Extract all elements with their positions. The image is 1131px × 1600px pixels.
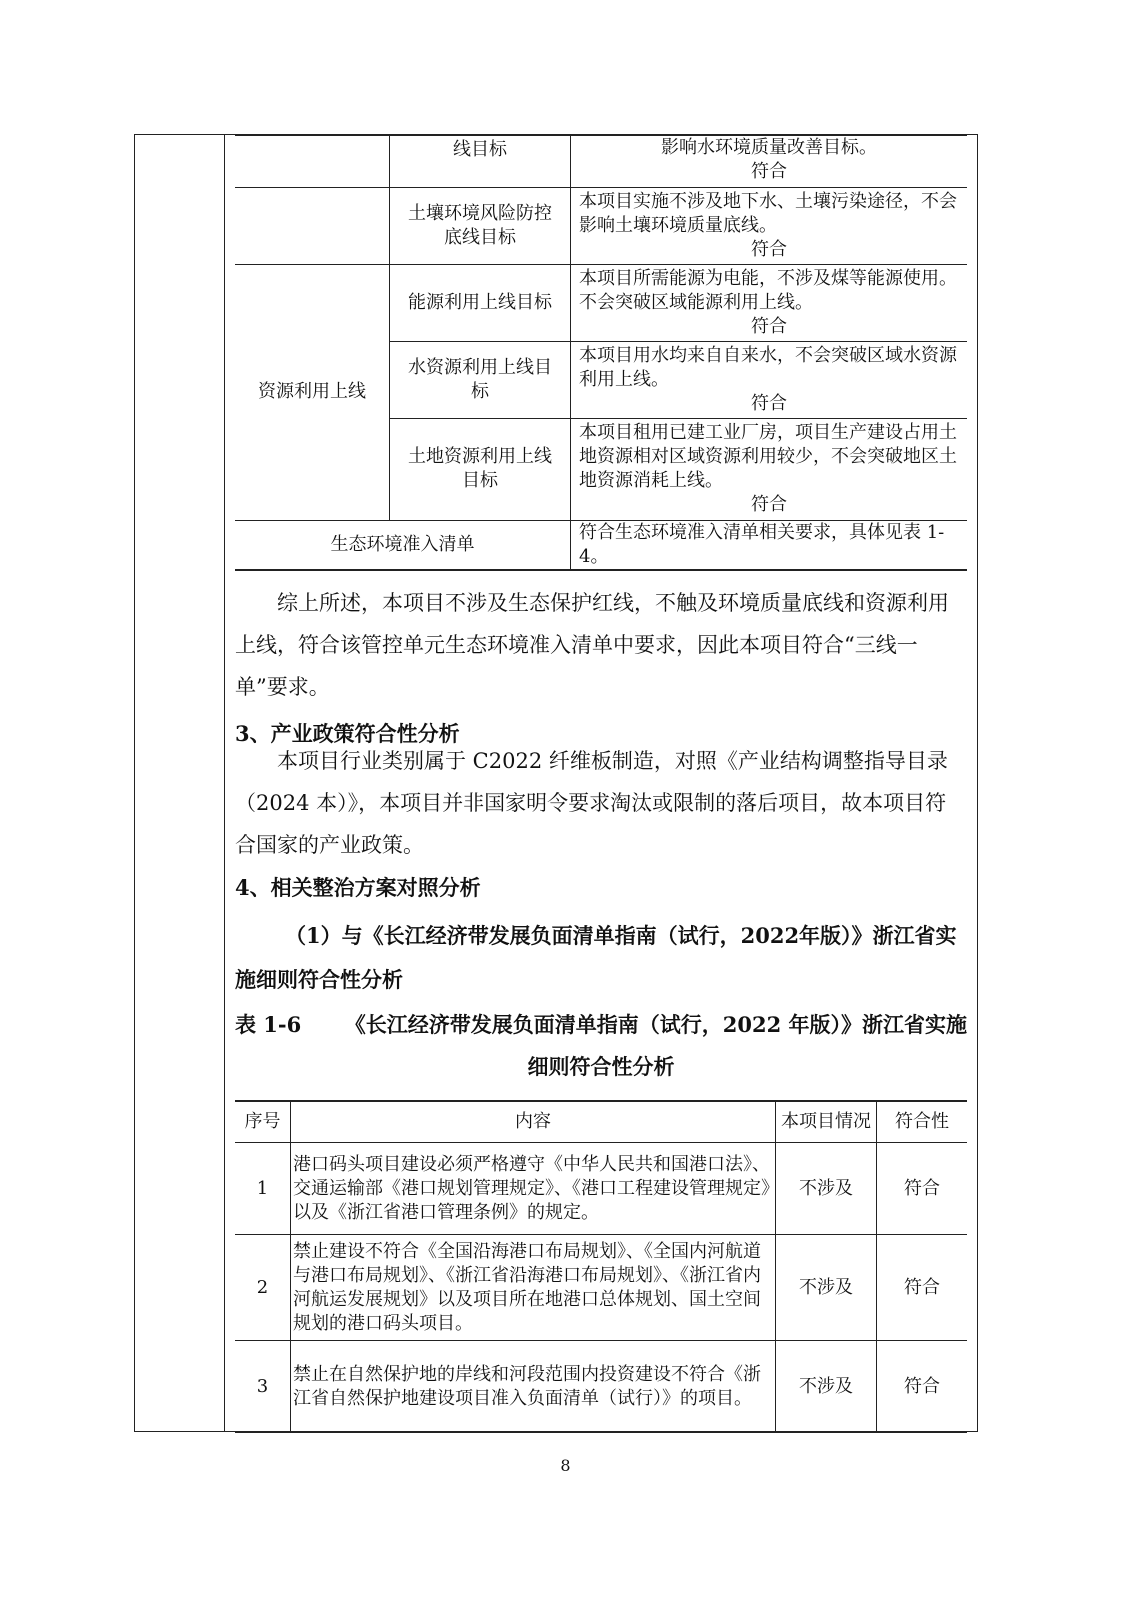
content-cell <box>571 264 968 341</box>
row-number: 3 <box>235 1341 291 1433</box>
table-row <box>235 1235 967 1341</box>
header-cell: 符合性 <box>877 1101 968 1143</box>
content-text: 本项目所需能源为电能，不涉及煤等能源使用。不会突破区域能源利用上线。 <box>579 267 957 313</box>
row-content: 港口码头项目建设必须严格遵守《中华人民共和国港口法》、交通运输部《港口规划管理规定》、《港口工程建设管理规定》以及《浙江省港口管理条例》的规定。 <box>291 1143 776 1235</box>
industry-paragraph: 本项目行业类别属于 C2022 纤维板制造，对照《产业结构调整指导目录（2024 本）》，本项目并非国家明令要求淘汰或限制的落后项目，故本项目符合国家的产业政策。 <box>235 749 948 857</box>
table-row <box>235 1143 967 1235</box>
row-content: 禁止建设不符合《全国沿海港口布局规划》、《全国内河航道与港口布局规划》、《浙江省沿海港口布局规划》、《浙江省内河航运发展规划》以及项目所在地港口总体规划、国土空间规划的港口码头项目。 <box>291 1235 776 1341</box>
header-cell: 序号 <box>235 1101 291 1143</box>
caption-title-2: 细则符合性分析 <box>527 1054 675 1079</box>
row-result: 符合 <box>877 1341 968 1433</box>
header-cell: 本项目情况 <box>776 1101 877 1143</box>
frame-divider <box>224 134 225 1432</box>
eco-list-text: 符合生态环境准入清单相关要求，具体见表 1-4。 <box>571 520 968 570</box>
row-number: 1 <box>235 1143 291 1235</box>
row-status: 不涉及 <box>776 1143 877 1235</box>
caption-line-1 <box>235 1004 967 1046</box>
target-cell: 线目标 <box>390 135 571 187</box>
row-result: 符合 <box>877 1143 968 1235</box>
row-status: 不涉及 <box>776 1235 877 1341</box>
row-content: 禁止在自然保护地的岸线和河段范围内投资建设不符合《浙江省自然保护地建设项目准入负面清单（试行）》的项目。 <box>291 1341 776 1433</box>
page-number: 8 <box>560 1456 571 1475</box>
table-row <box>235 135 967 187</box>
table-row <box>235 1341 967 1433</box>
target-cell: 水资源利用上线目标 <box>390 341 571 418</box>
content-cell <box>571 135 968 187</box>
result-text: 符合 <box>751 238 787 260</box>
row-status: 不涉及 <box>776 1341 877 1433</box>
content-text: 影响水环境质量改善目标。 <box>661 137 877 158</box>
yangtze-table <box>235 1100 967 1433</box>
section-heading-3: 3、产业政策符合性分析 <box>235 721 460 746</box>
content-cell <box>571 418 968 520</box>
row-result: 符合 <box>877 1235 968 1341</box>
result-text: 符合 <box>751 161 787 182</box>
eco-list-label: 生态环境准入清单 <box>235 520 571 570</box>
table-row <box>235 187 967 264</box>
group-cell <box>235 135 390 187</box>
row-number: 2 <box>235 1235 291 1341</box>
table-row <box>235 520 967 570</box>
caption-title-1: 《长江经济带发展负面清单指南（试行，2022 年版）》浙江省实施 <box>344 1012 967 1037</box>
table-header <box>235 1101 967 1143</box>
content-cell <box>571 187 968 264</box>
content-text: 本项目实施不涉及地下水、土壤污染途径，不会影响土壤环境质量底线。 <box>579 190 957 236</box>
caption-label: 表 1-6 <box>235 1012 302 1037</box>
result-text: 符合 <box>751 315 787 337</box>
group-cell <box>235 187 390 264</box>
table-caption <box>235 1004 967 1088</box>
summary-paragraph: 综上所述，本项目不涉及生态保护红线，不触及环境质量底线和资源利用上线，符合该管控单元生态环境准入清单中要求，因此本项目符合“三线一单”要求。 <box>235 591 949 699</box>
section-heading-4: 4、相关整治方案对照分析 <box>235 875 481 900</box>
target-cell: 土地资源利用上线目标 <box>390 418 571 520</box>
table-row <box>235 264 967 341</box>
content-text: 本项目用水均来自自来水，不会突破区域水资源利用上线。 <box>579 344 957 390</box>
result-text: 符合 <box>751 494 787 515</box>
content-cell <box>571 341 968 418</box>
target-cell: 土壤环境风险防控底线目标 <box>390 187 571 264</box>
subsection-heading: （1）与《长江经济带发展负面清单指南（试行，2022年版）》浙江省实施细则符合性分析 <box>235 923 957 992</box>
three-lines-table <box>235 134 967 571</box>
result-text: 符合 <box>751 392 787 414</box>
target-cell: 能源利用上线目标 <box>390 264 571 341</box>
group-label: 资源利用上线 <box>235 264 390 520</box>
header-cell: 内容 <box>291 1101 776 1143</box>
content-text: 本项目租用已建工业厂房，项目生产建设占用土地资源相对区域资源利用较少，不会突破地区土地资源消耗上线。 <box>579 422 957 491</box>
